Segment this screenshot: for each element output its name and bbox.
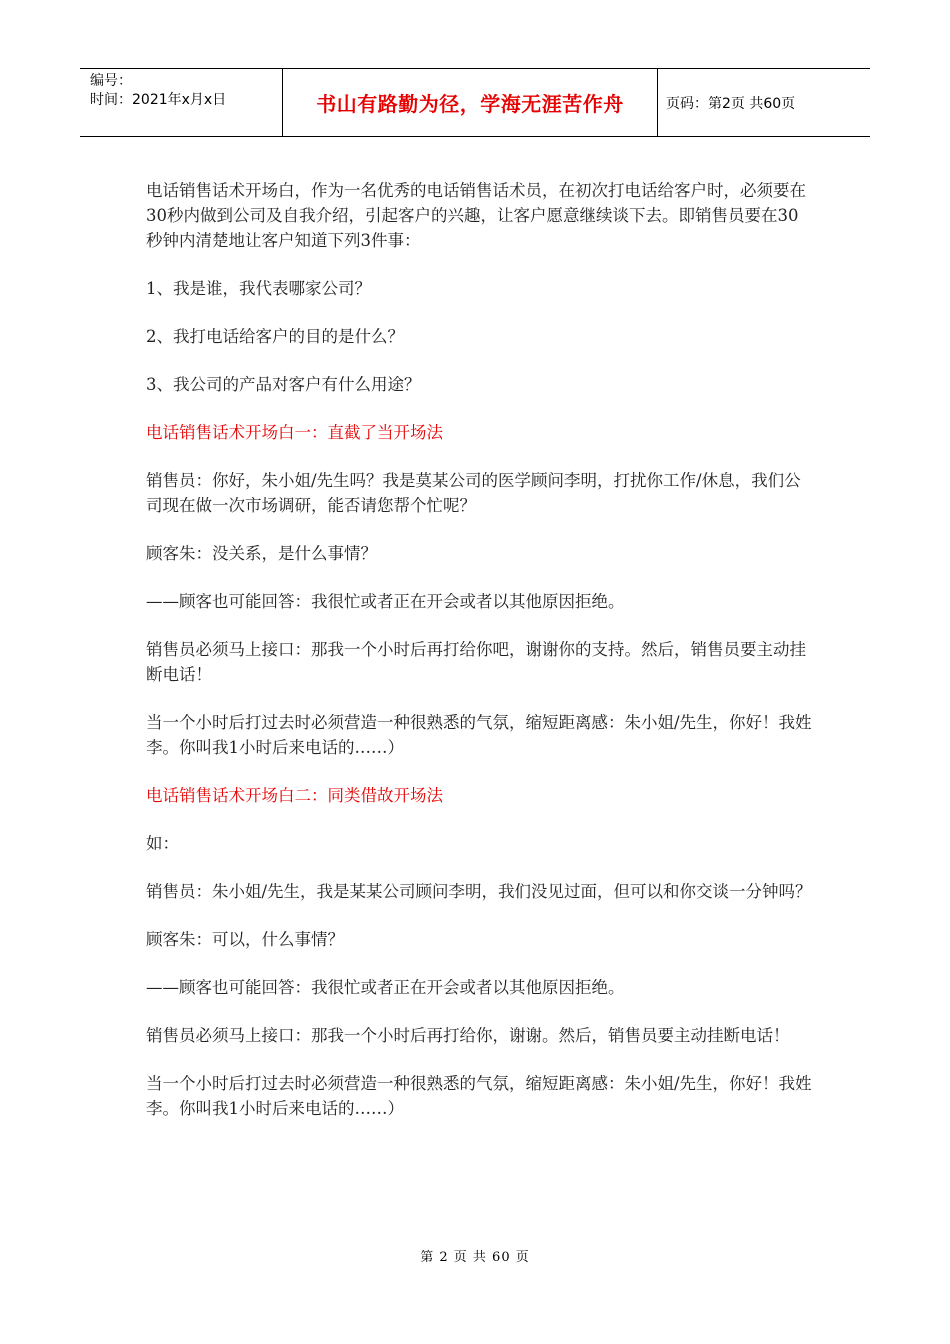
body-paragraph: 如： bbox=[146, 834, 179, 853]
document-body bbox=[146, 178, 814, 1144]
dialogue-paragraph: ——顾客也可能回答：我很忙或者正在开会或者以其他原因拒绝。 bbox=[146, 978, 625, 997]
page-code-text: 页码：第2页 共60页 bbox=[666, 95, 796, 112]
list-item: 3、我公司的产品对客户有什么用途？ bbox=[146, 375, 421, 394]
page-footer: 第 2 页 共 60 页 bbox=[420, 1250, 530, 1265]
page-header bbox=[80, 68, 870, 137]
header-motto: 书山有路勤为径，学海无涯苦作舟 bbox=[283, 69, 658, 136]
document-number-label: 编号： bbox=[90, 73, 132, 89]
dialogue-paragraph: ——顾客也可能回答：我很忙或者正在开会或者以其他原因拒绝。 bbox=[146, 592, 625, 611]
dialogue-paragraph: 顾客朱：可以，什么事情？ bbox=[146, 930, 344, 949]
dialogue-paragraph: 销售员：朱小姐/先生，我是某某公司顾问李明，我们没见过面，但可以和你交谈一分钟吗？ bbox=[146, 882, 812, 901]
document-date-label: 时间：2021年x月x日 bbox=[90, 92, 227, 108]
list-item: 1、我是谁，我代表哪家公司？ bbox=[146, 279, 371, 298]
dialogue-paragraph: 销售员：你好，朱小姐/先生吗？我是莫某公司的医学顾问李明，打扰你工作/休息，我们公司现在做一次市场调研，能否请您帮个忙呢？ bbox=[146, 471, 801, 515]
dialogue-paragraph: 当一个小时后打过去时必须营造一种很熟悉的气氛，缩短距离感：朱小姐/先生，你好！我姓李。你叫我1小时后来电话的……） bbox=[146, 1074, 812, 1118]
section-heading: 电话销售话术开场白一：直截了当开场法 bbox=[146, 423, 443, 442]
dialogue-paragraph: 当一个小时后打过去时必须营造一种很熟悉的气氛，缩短距离感：朱小姐/先生，你好！我姓李。你叫我1小时后来电话的……） bbox=[146, 713, 812, 757]
header-meta bbox=[80, 69, 283, 136]
dialogue-paragraph: 销售员必须马上接口：那我一个小时后再打给你，谢谢。然后，销售员要主动挂断电话！ bbox=[146, 1026, 790, 1045]
list-item: 2、我打电话给客户的目的是什么？ bbox=[146, 327, 404, 346]
intro-paragraph: 电话销售话术开场白，作为一名优秀的电话销售话术员，在初次打电话给客户时，必须要在30秒内做到公司及自我介绍，引起客户的兴趣，让客户愿意继续谈下去。即销售员要在30秒钟内清楚地让客户知道下列3件事： bbox=[146, 181, 806, 250]
dialogue-paragraph: 顾客朱：没关系，是什么事情？ bbox=[146, 544, 377, 563]
header-page-code bbox=[658, 69, 870, 136]
section-heading: 电话销售话术开场白二：同类借故开场法 bbox=[146, 786, 443, 805]
dialogue-paragraph: 销售员必须马上接口：那我一个小时后再打给你吧，谢谢你的支持。然后，销售员要主动挂断电话！ bbox=[146, 640, 806, 684]
